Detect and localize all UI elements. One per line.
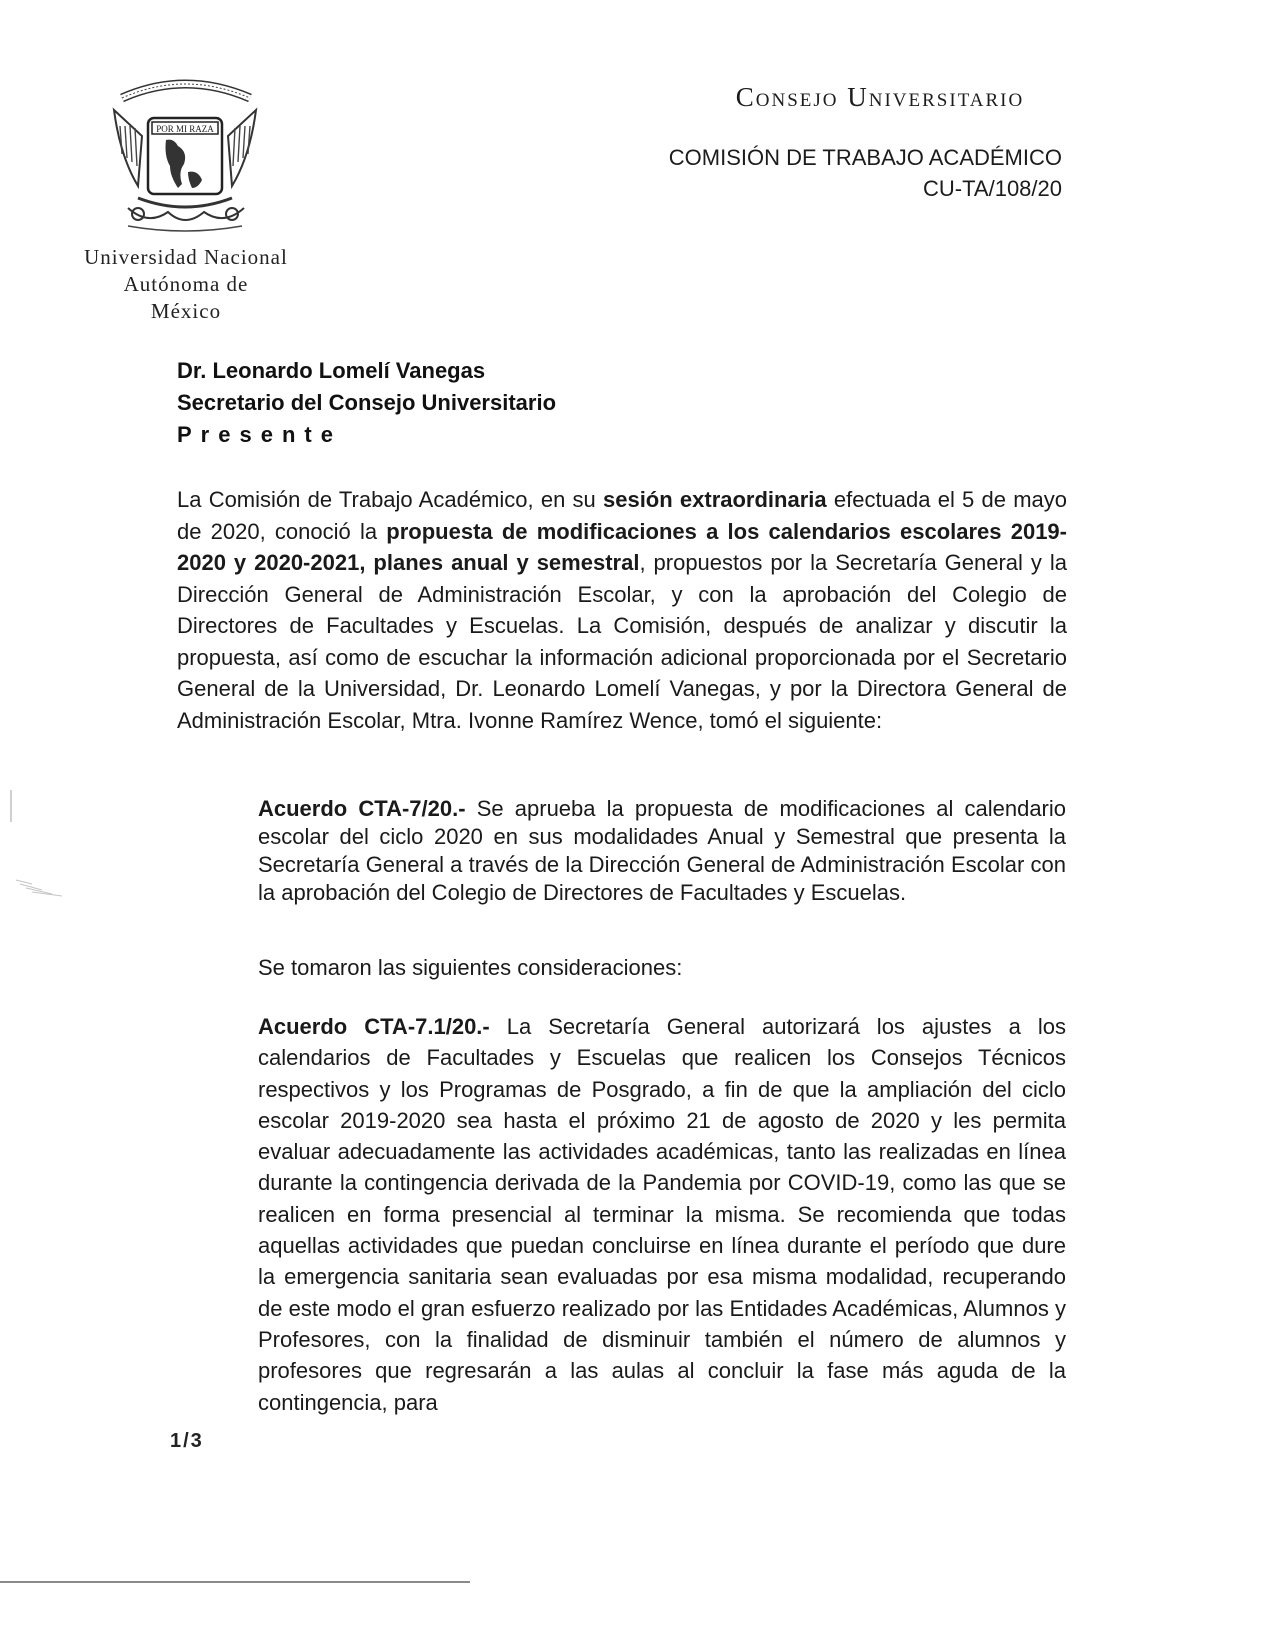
addressee-block xyxy=(177,355,556,451)
council-title: Consejo Universitario xyxy=(735,82,1025,112)
body-emphasis: sesión extraordinaria xyxy=(602,487,827,512)
scan-artifact xyxy=(10,790,12,822)
university-name-line: Autónoma de xyxy=(123,272,249,296)
university-name xyxy=(60,244,312,325)
considerations-heading: Se tomaron las siguientes consideraciones: xyxy=(258,955,683,980)
agreement-label: Acuerdo CTA-7/20.- xyxy=(258,796,466,821)
body-text: efectuada el 5 de mayo de 2020, conoció la xyxy=(177,487,1067,544)
addressee-name: Dr. Leonardo Lomelí Vanegas xyxy=(177,358,486,383)
commission-header xyxy=(669,142,1062,204)
body-text: La Comisión de Trabajo Académico, en su xyxy=(177,487,603,512)
footer-divider xyxy=(0,1581,470,1583)
agreement-label: Acuerdo CTA-7.1/20.- xyxy=(258,1014,490,1039)
commission-name: COMISIÓN DE TRABAJO ACADÉMICO xyxy=(668,145,1062,170)
university-name-line: Universidad Nacional xyxy=(84,245,288,269)
document-reference: CU-TA/108/20 xyxy=(923,176,1062,201)
agreement-cta-7 xyxy=(258,795,1066,907)
seal-motto: POR MI RAZA xyxy=(156,124,214,134)
body-paragraph xyxy=(177,484,1067,736)
agreement-cta-7-1 xyxy=(258,1011,1066,1418)
body-text: , propuestos por la Secretaría General y la Dirección General de Administración Escolar, y con la aprobación del Colegio de Directores de Facultades y Escuelas. La Comisión, después de analizar y discutir la propuesta, así como de escuchar la información adicional proporcionada por el Secretario General de la Universidad, Dr. Leonardo Lomelí Vanegas, y por la Directora General de Administración Escolar, Mtra. Ivonne Ramírez Wence, tomó el siguiente: xyxy=(177,550,1067,733)
scan-artifact xyxy=(12,870,82,900)
page-number: 1/3 xyxy=(170,1430,204,1452)
university-name-line: México xyxy=(150,299,222,323)
addressee-greeting: Presente xyxy=(177,422,342,447)
addressee-position: Secretario del Consejo Universitario xyxy=(177,390,557,415)
unam-coat-of-arms-icon xyxy=(108,76,262,234)
agreement-text: La Secretaría General autorizará los ajustes a los calendarios de Facultades y Escuelas que realicen los Consejos Técnicos respectivos y los Programas de Posgrado, a fin de que la ampliación del ciclo escolar 2019-2020 sea hasta el próximo 21 de agosto de 2020 y les permita evaluar adecuadamente las actividades académicas, tanto las realizadas en línea durante la contingencia derivada de la Pandemia por COVID-19, como las que se realicen en forma presencial al terminar la misma. Se recomienda que todas aquellas actividades que puedan concluirse en línea durante el período que dure la emergencia sanitaria sean evaluadas por esa misma modalidad, recuperando de este modo el gran esfuerzo realizado por las Entidades Académicas, Alumnos y Profesores, con la finalidad de disminuir también el número de alumnos y profesores que regresarán a las aulas al concluir la fase más aguda de la contingencia, para xyxy=(258,1014,1066,1415)
body-emphasis: propuesta de modificaciones a los calendarios escolares 2019-2020 y 2020-2021, planes anual y semestral xyxy=(177,518,1067,575)
agreement-text: Se aprueba la propuesta de modificaciones al calendario escolar del ciclo 2020 en sus modalidades Anual y Semestral que presenta la Secretaría General a través de la Dirección General de Administración Escolar con la aprobación del Colegio de Directores de Facultades y Escuelas. xyxy=(258,796,1067,905)
